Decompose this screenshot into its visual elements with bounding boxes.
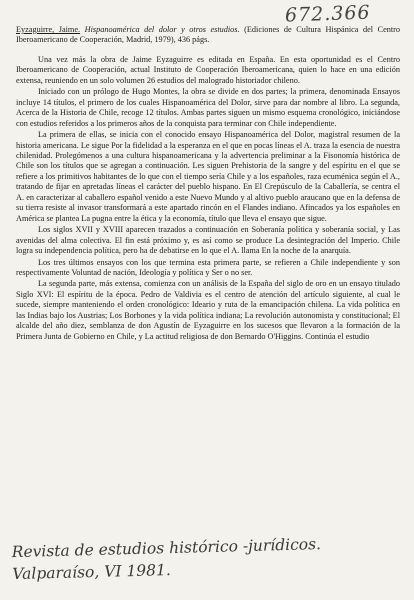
handwritten-line-2: Valparaíso, VI 1981.: [12, 561, 172, 584]
handwritten-catalog-number: 672.366: [284, 1, 371, 27]
handwritten-line-1: Revista de estudios histórico -jurídicos.: [11, 535, 322, 562]
paragraph-4: Los siglos XVII y XVIII aparecen trazados a continuación en Soberanía política y soberanía social, y Las avenidas del alma colectiva. El fin está próximo y, es así como se produce La desintegración del Imperio. Chile logra su independencia política, pero ha de debatirse en lo que el A. llama En la noche de la anarquía.: [16, 225, 400, 256]
paragraph-6: La segunda parte, más extensa, comienza con un análisis de la España del siglo de oro en un ensayo titulado Siglo XVI: El espíritu de la época. Pedro de Valdivia es el centro de atención del artículo siguiente, al cual le sucede, siempre manteniendo el orden cronológico: Ideario y ruta de la emancipación chilena. La vida política en las Indias bajo los Austrias; Los Borbones y la vida política indiana; La revolución autonomista y constitucional; El alcalde del año diez, semblanza de don Agustín de Eyzaguirre en los sucesos que llevaron a la formación de la Primera Junta de Gobierno en Chile, y La actitud religiosa de don Bernardo O'Higgins. Continúa el estudio: [16, 279, 400, 341]
bibliographic-reference: [16, 25, 400, 46]
paragraph-1: Una vez más la obra de Jaime Eyzaguirre es editada en España. En esta oportunidad es el Centro Iberoamericano de Cooperación, actual Instituto de Cooperación Iberoamericana, quien lo hace en una edición extensa, reuniendo en un solo volumen 26 estudios del malogrado historiador chileno.: [16, 54, 400, 85]
paragraph-3: La primera de ellas, se inicia con el conocido ensayo Hispanoamérica del Dolor, magistral resumen de la historia americana. Le sigue Por la fidelidad a la esperanza en el que en pocas líneas el A. traza la esencia de nuestra chilenidad. Prolegómenos a una cultura hispanoamericana y la advertencia preliminar a la Fisonomía histórica de Chile son los títulos que se agregan a continuación. Les siguen Prehistoria de la sangre y del espíritu en el que se refiere a los primitivos habitantes de lo que con el tiempo sería Chile y a los españoles, raza ecuménica según el A., tratando de fijar en apretadas líneas el carácter del pueblo hispano. En El Crepúsculo de la Caballería, se centra el A. en caracterizar al caballero español venido a este Nuevo Mundo y al altivo pueblo araucano que en la defensa de su tierra resiste al invasor transformará a este apartado rincón en el Flandes indiano. Afincados ya los españoles en América se plantea La pugna entre la ética y la economía, título que lleva el ensayo que sigue.: [16, 130, 400, 223]
reference-title: Hispanoamérica del dolor y otros estudios.: [84, 25, 240, 34]
paragraph-5: Los tres últimos ensayos con los que termina esta primera parte, se refieren a Chile independiente y son respectivamente Voluntad de nación, Ideología y política y Ser o no ser.: [16, 257, 400, 277]
paragraph-2: Iniciado con un prólogo de Hugo Montes, la obra se divide en dos partes; la primera, denominada Ensayos incluye 14 títulos, el primero de los cuales Hispanoamérica del Dolor, sirve para dar nombre al libro. La segunda, Acerca de la Historia de Chile, recoge 12 títulos. Ambas partes siguen un mismo esquema cronológico, iniciándose con estudios referidos a los primeros años de la conquista para terminar con Chile independiente.: [16, 87, 400, 128]
reference-author: Eyzaguirre, Jaime.: [16, 25, 81, 34]
reference-details: (Ediciones de Cultura Hispánica del Centro Iberoamericano de Cooperación, Madrid, 1979), 436 págs.: [16, 25, 401, 45]
handwritten-source-note: [11, 531, 408, 585]
review-body: [16, 25, 400, 343]
